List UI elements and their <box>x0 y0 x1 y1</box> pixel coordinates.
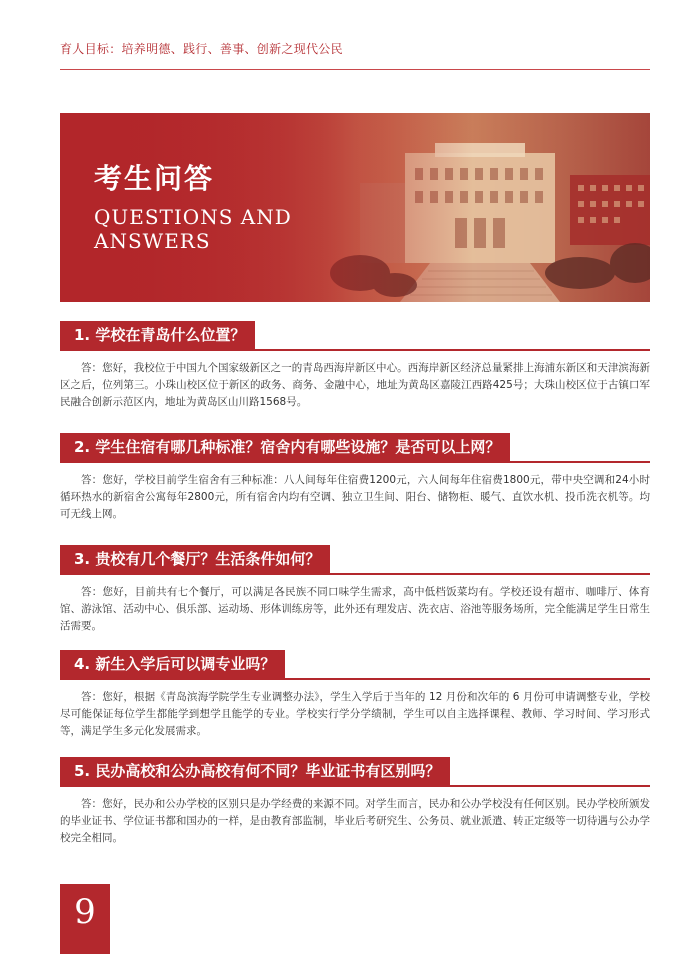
faq-answer: 答：您好，学校目前学生宿舍有三种标准：八人间每年住宿费1200元，六人间每年住宿费1800元，带中央空调和24小时循环热水的新宿舍公寓每年2800元，所有宿舍内均有空调、独立卫生间、阳台、储物柜、暖气、直饮水机、投币洗衣机等。均可无线上网。 <box>60 474 650 520</box>
faq-answer: 答：您好，根据《青岛滨海学院学生专业调整办法》，学生入学后于当年的 12 月份和次年的 6 月份可申请调整专业，学校尽可能保证每位学生都能学到想学且能学的专业。学校实行学分学绩制，学生可以自主选择课程、教师、学习时间、学习形式等，满足学生多元化发展需求。 <box>60 691 650 737</box>
page-number-block <box>60 884 110 954</box>
header-divider <box>60 69 650 70</box>
faq-item <box>60 650 650 740</box>
faq-answer: 答：您好，我校位于中国九个国家级新区之一的青岛西海岸新区中心。西海岸新区经济总量紧排上海浦东新区和天津滨海新区之后，位列第三。小珠山校区位于新区的政务、商务、金融中心，地址为黄岛区嘉陵江西路425号；大珠山校区位于古镇口军民融合创新示范区内，地址为黄岛区山川路1568号。 <box>60 362 650 408</box>
faq-rule <box>60 573 650 575</box>
faq-item <box>60 757 650 847</box>
faq-rule <box>60 349 650 351</box>
page-number: 9 <box>74 892 96 932</box>
faq-item <box>60 321 650 411</box>
faq-answer: 答：您好，民办和公办学校的区别只是办学经费的来源不同。对学生而言，民办和公办学校没有任何区别。民办学校所颁发的毕业证书、学位证书都和国办的一样，是由教育部监制，毕业后考研究生、公务员、就业派遣、转正定级等一切待遇与公办学校完全相同。 <box>60 798 650 844</box>
faq-answer: 答：您好，目前共有七个餐厅，可以满足各民族不同口味学生需求，高中低档饭菜均有。学校还设有超市、咖啡厅、体育馆、游泳馆、活动中心、俱乐部、运动场、形体训练房等，此外还有理发店、洗衣店、浴池等服务场所，完全能满足学生日常生活需要。 <box>60 586 650 632</box>
faq-question: 5. 民办高校和公办高校有何不同？毕业证书有区别吗？ <box>60 757 450 785</box>
faq-question: 3. 贵校有几个餐厅？生活条件如何？ <box>60 545 330 573</box>
faq-rule <box>60 785 650 787</box>
faq-item <box>60 545 650 635</box>
faq-question: 4. 新生入学后可以调专业吗？ <box>60 650 285 678</box>
faq-rule <box>60 678 650 680</box>
banner-subtitle: QUESTIONS AND ANSWERS <box>94 205 292 253</box>
header-slogan: 育人目标：培养明德、践行、善事、创新之现代公民 <box>60 42 343 56</box>
banner <box>60 113 650 302</box>
banner-title: 考生问答 <box>94 162 215 195</box>
faq-question: 2. 学生住宿有哪几种标准？宿舍内有哪些设施？是否可以上网？ <box>60 433 510 461</box>
faq-item <box>60 433 650 523</box>
faq-question: 1. 学校在青岛什么位置？ <box>60 321 255 349</box>
faq-rule <box>60 461 650 463</box>
